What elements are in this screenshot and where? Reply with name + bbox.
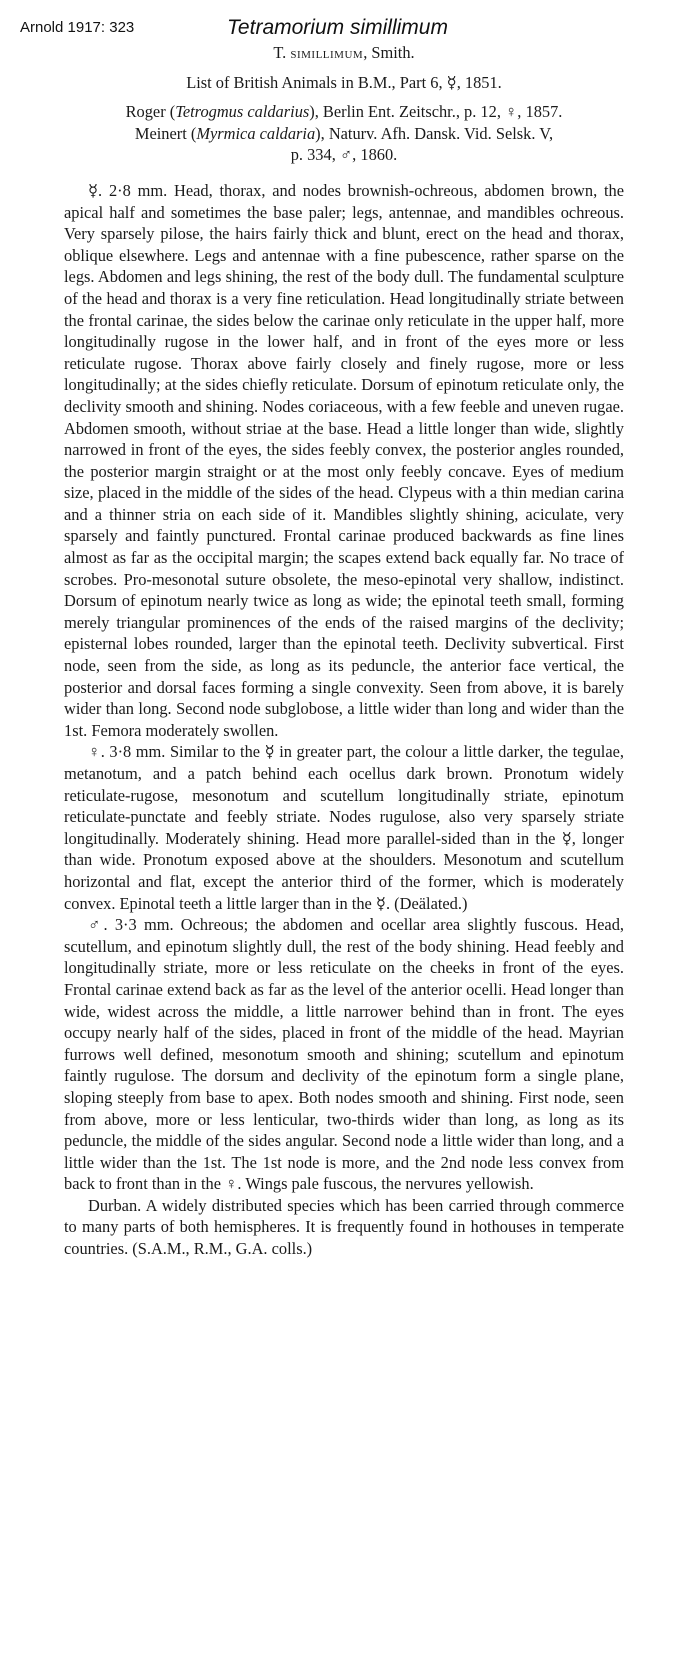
document-body — [64, 42, 624, 1260]
distribution-paragraph: Durban. A widely distributed species which has been carried through commerce to many parts of both hemispheres. It is frequently found in hothouses in temperate countries. (S.A.M., R.M., G.A. colls.) — [64, 1195, 624, 1259]
roger-pre: Roger ( — [125, 102, 176, 122]
male-description: ♂. 3·3 mm. Ochreous; the abdomen and ocellar area slightly fuscous. Head, scutellum, and epinotum slightly dull, the rest of the body shining. Head feebly and longitudinally striate, more or less reticulate on the cheeks in front of the eyes. Frontal carinae extend back as far as the level of the anterior ocelli. Head longer than wide, widest across the middle, a little narrower behind than in front. The eyes occupy nearly half of the sides, placed in front of the middle of the head. Mayrian furrows well defined, mesonotum smooth and shining; scutellum and epinotum faintly rugulose. The dorsum and declivity of the epinotum form a single plane, sloping steeply from base to apex. Both nodes smooth and shining. First node, seen from above, more or less lenticular, two-thirds wider than long, as long as its peduncle, the middle of the sides angular. Second node a little wider than long, and a little wider than the 1st. The 1st node is more, and the 2nd node less convex from back to front than in the ♀. Wings pale fuscous, the nervures yellowish. — [64, 915, 624, 1194]
name-suffix: , Smith. — [363, 43, 415, 62]
spacer — [64, 64, 624, 72]
spacer — [64, 93, 624, 101]
meinert-post: ), Naturv. Afh. Dansk. Vid. Selsk. V, — [315, 123, 554, 143]
female-description: ♀. 3·8 mm. Similar to the ☿ in greater part, the colour a little darker, the tegulae, metanotum, and a patch behind each ocellus dark brown. Pronotum widely reticulate-rugose, mesonotum and scutellum longitudinally striate, epinotum reticulate-punctate and feebly striate. Nodes rugulose, also very sparsely striate longitudinally. Moderately shining. Head more parallel-sided than in the ☿, longer than wide. Pronotum exposed above at the shoulders. Mesonotum and scutellum horizontal and flat, except the anterior third of the former, which is moderately convex. Epinotal teeth a little larger than in the ☿. (Deälated.) — [64, 742, 624, 913]
spacer — [64, 166, 624, 180]
synonymy-meinert-cont: p. 334, ♂, 1860. — [290, 145, 398, 165]
synonymy-roger — [64, 101, 624, 123]
citation-label: Arnold 1917: 323 — [20, 19, 135, 36]
roger-post: ), Berlin Ent. Zeitschr., p. 12, ♀, 1857. — [309, 102, 563, 122]
synonymy-meinert — [64, 123, 624, 145]
worker-description: ☿. 2·8 mm. Head, thorax, and nodes brownish-ochreous, abdomen brown, the apical half and sometimes the base paler; legs, antennae, and mandibles ochreous. Very sparsely pilose, the hairs fairly thick and blunt, erect on the head and thorax, oblique elsewhere. Legs and antennae with a fine pubescence, rather sparse on the legs. Abdomen and legs shining, the rest of the body dull. The fundamental sculpture of the head and thorax is a very fine reticulation. Head longitudinally striate between the frontal carinae, the sides below the carinae only reticulate in the upper half, more longitudinally rugose in the lower half, and in front of the eyes more or less reticulate rugose. Thorax above fairly closely and finely rugose, more or less longitudinally; at the sides chiefly reticulate. Dorsum of epinotum reticulate only, the declivity smooth and shining. Nodes coriaceous, with a few feeble and uneven rugae. Abdomen smooth, without striae at the base. Head a little longer than wide, slightly narrowed in front of the eyes, the sides feebly convex, the posterior angles rounded, the posterior margin straight or at the most only feebly concave. Eyes of medium size, placed in the middle of the sides of the head. Clypeus with a thin median carina and a thinner stria on each side of it. Mandibles slightly shining, aciculate, very sparsely and faintly punctured. Frontal carinae produced backwards as fine lines almost as far as the occipital margin; the scapes extend back equally far. No trace of scrobes. Pro-mesonotal suture obsolete, the meso-epinotal very shallow, indistinct. Dorsum of epinotum nearly twice as long as wide; the epinotal teeth small, forming merely triangular prominences of the ends of the raised margins of the declivity; episternal lobes rounded, larger than the epinotal teeth. Declivity subvertical. First node, seen from the side, as long as its peduncle, the anterior face vertical, the posterior and dorsal faces forming a single convexity. Seen from above, it is barely wider than long. Second node subglobose, a little wider than long and wider than the 1st. Femora moderately swollen. — [64, 180, 624, 740]
name-prefix: T. — [273, 43, 291, 62]
species-title: Tetramorium simillimum — [227, 16, 448, 39]
name-smallcaps: simillimum — [290, 43, 364, 62]
meinert-pre: Meinert ( — [134, 123, 197, 143]
page-header — [0, 16, 675, 42]
meinert-taxon: Myrmica caldaria — [196, 123, 316, 143]
roger-taxon: Tetrogmus caldarius — [175, 102, 310, 122]
synonymy-list-line: List of British Animals in B.M., Part 6, ☿, 1851. — [186, 72, 502, 92]
species-name-line — [64, 42, 624, 64]
